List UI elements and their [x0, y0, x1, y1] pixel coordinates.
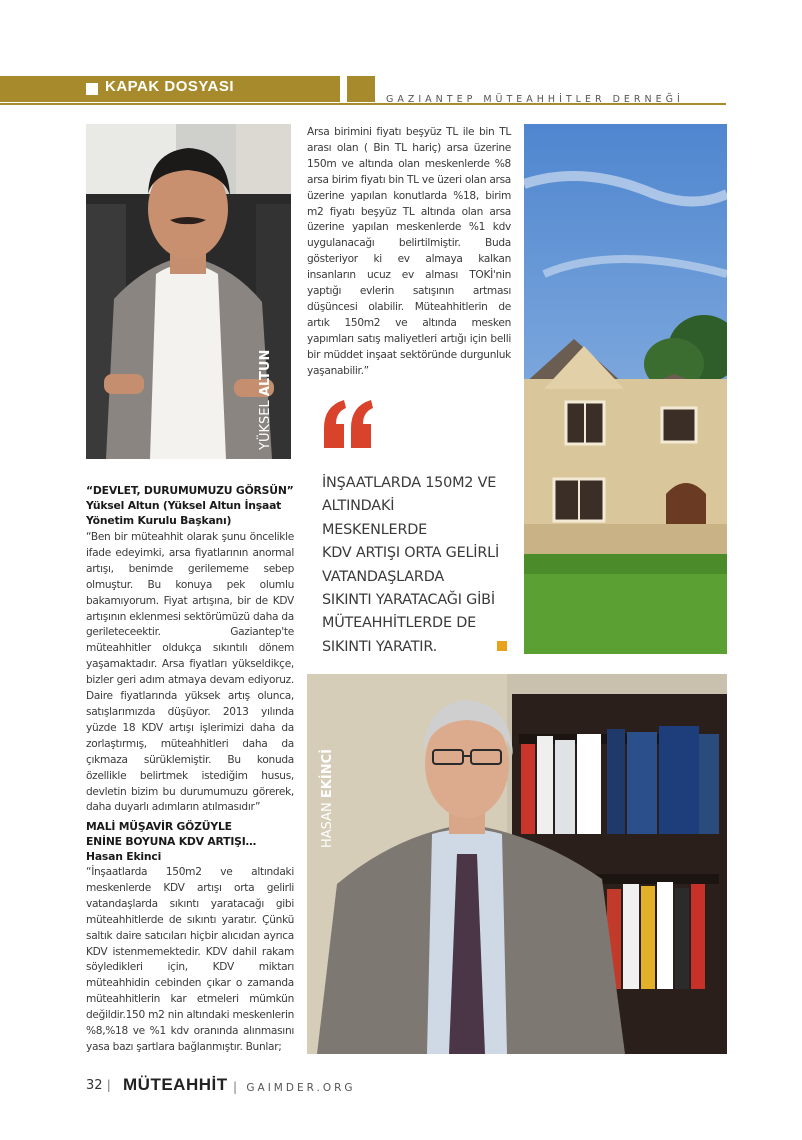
portrait-photo-hasan-ekinci	[307, 674, 727, 1054]
article1-heading: “DEVLET, DURUMUMUZU GÖRSÜN”	[86, 484, 294, 497]
portrait-illustration	[307, 674, 727, 1054]
caption-last-name: EKİNCİ	[320, 749, 335, 799]
pull-quote-line: SIKINTI YARATIR.	[322, 638, 437, 655]
column2-body	[307, 125, 511, 380]
article1-paragraph: “Ben bir müteahhit olarak şunu öncelikle ifade edeyimki, arsa fiyatlarının anormal artışı, benimde gerilememe sebep olmuştur. Bu konuya pek olumlu bakamıyorum. Fiyat artışına, bir de KDV artışının eklenmesi sektörümüzü daha da gerileteceektir. Gaziantep'te müteahhitler oldukça sıkıntılı dönem yaşamaktadır. Arsa fiyatları yükseldikçe, bizler geri adım atmaya devam ediyoruz. Daire fiyatlarında yüksek artış olunca, satışlarımızda düşüyor. 2013 yılında yüzde 18 KDV artışı işlerimizi daha da zorlaştırmış, müteahhitleri daha da çıkmaza sürüklemiştir. Bu konuda özellikle belirtmek istediğim husus, devletin bizim bu durumumuzu görerek, daha duyarlı adımların atılmasıdır”	[86, 531, 294, 814]
footer-separator: |	[233, 1080, 241, 1094]
page-number-value: 32	[86, 1078, 103, 1093]
column2-paragraph: Arsa birimini fiyatı beşyüz TL ile bin TL arası olan ( Bin TL hariç) arsa üzerine 150m ve altında olan meskenlerde %8 arsa birim fiyatı bin TL ve üzeri olan arsa üzerine yapılan konutlarda %18, birim m2 fiyatı beşyüz TL altında olan arsa üzerine yapılan meskenlerde %1 kdv uygulanacağı belirtilmiştir. Buda gösteriyor ki ev almaya kalkan insanların ucuz ev alması TOKİ'nin yaptığı evlerin satışının artması düşüncesi olabilir. Müteahhitlerin de artık 150m2 ve altında mesken yapımları satış maliyetleri artığı için belli bir müddet inşaat sektöründe durgunluk yaşanabilir.”	[307, 126, 511, 377]
pull-quote-line: KDV ARTIŞI ORTA GELİRLİ	[322, 545, 500, 562]
page-number	[86, 1078, 111, 1093]
section-title: KAPAK DOSYASI	[105, 78, 235, 95]
house-photo	[524, 124, 727, 654]
footer-separator: |	[106, 1078, 111, 1092]
quote-end-square	[497, 641, 507, 651]
website-link[interactable]	[233, 1080, 356, 1094]
article2-heading-line1: MALİ MÜŞAVİR GÖZÜYLE	[86, 820, 232, 833]
article2-heading-line2: ENİNE BOYUNA KDV ARTIŞI…	[86, 835, 257, 848]
caption-first-name: YÜKSEL	[258, 400, 273, 450]
article2-body	[86, 865, 294, 1056]
photo-caption-hasan-ekinci	[320, 749, 335, 848]
pull-quote-line: İNŞAATLARDA 150M2 VE	[322, 475, 497, 491]
section-square-icon	[86, 83, 98, 95]
quote-mark-icon	[322, 398, 374, 455]
website-url: GAIMDER.ORG	[246, 1082, 356, 1094]
photo-caption-yuksel-altun	[258, 350, 273, 450]
pull-quote	[322, 472, 502, 659]
pull-quote-line: SIKINTI YARATACAĞI GİBİ	[322, 592, 495, 609]
caption-first-name: HASAN	[320, 802, 335, 848]
pull-quote-line: VATANDAŞLARDA	[322, 568, 445, 585]
article2-heading	[86, 819, 296, 864]
house-illustration	[524, 124, 727, 654]
article2-author: Hasan Ekinci	[86, 850, 162, 863]
section-header-accent	[347, 76, 375, 102]
organization-name: GAZIANTEP MÜTEAHHİTLER DERNEĞİ	[386, 94, 684, 105]
article1-body	[86, 530, 294, 816]
magazine-logo: MÜTEAHHİT	[123, 1075, 228, 1094]
pull-quote-line: MÜTEAHHİTLERDE DE	[322, 615, 476, 632]
caption-last-name: ALTUN	[258, 349, 273, 397]
article2-paragraph: “İnşaatlarda 150m2 ve altındaki meskenlerde KDV artışı orta gelirli vatandaşlarda sıkıntı yaratacağı gibi müteahhitlerde de sıkıntı yaratır. Çünkü saltık daire satıcıları hiçbir alıcıdan ayrıca KDV istenmemektedir. KDV dahil rakam söyledikleri için, KDV miktarı müteahhidin cebinden çıkar o zamanda müteahhitlerin kar etmeleri mümkün değildir.150 m2 nin altındaki meskenlerin %8,%18 ve %1 kdv oranında alınmasını yasa bazı şartlara bağlanmıştır. Bunlar;	[86, 866, 294, 1053]
pull-quote-line: ALTINDAKİ MESKENLERDE	[322, 498, 428, 538]
article1-subheading: Yüksel Altun (Yüksel Altun İnşaat Yönetim Kurulu Başkanı)	[86, 499, 282, 527]
